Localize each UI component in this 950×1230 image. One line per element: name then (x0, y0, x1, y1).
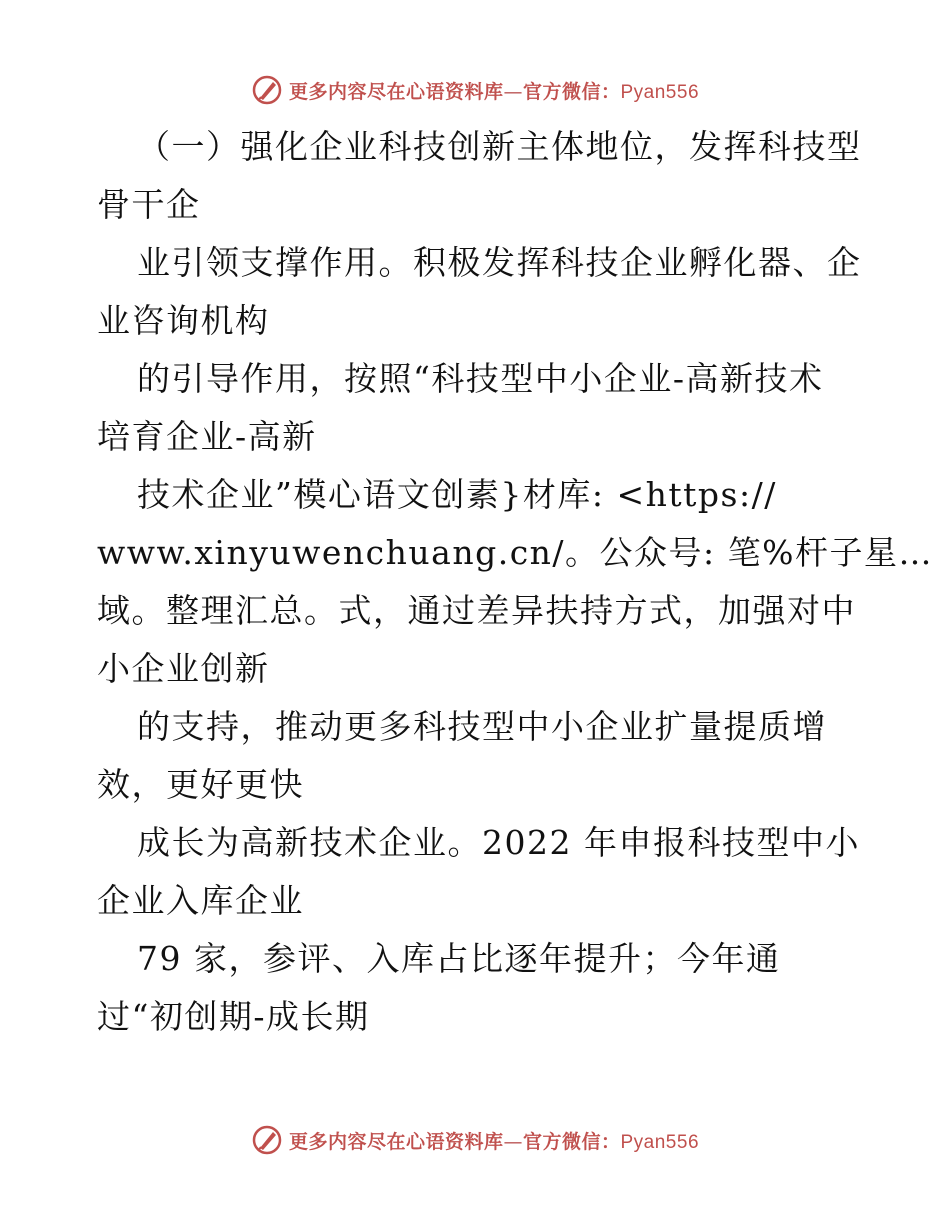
header-watermark (0, 70, 950, 110)
text-line: 业引领支撑作用。积极发挥科技企业孵化器、企 (137, 243, 862, 282)
text-line: 域。整理汇总。式，通过差异扶持方式，加强对中 (97, 591, 856, 630)
text-line: 效，更好更快 (97, 765, 304, 804)
quill-pen-logo-icon (251, 74, 283, 106)
body-text (97, 118, 934, 1046)
text-line: 成长为高新技术企业。2022 年申报科技型中小 (137, 823, 860, 862)
watermark-library-text: 更多内容尽在心语资料库 (288, 1130, 504, 1153)
text-line: 79 家，参评、入库占比逐年提升；今年通 (137, 939, 781, 978)
watermark-official-text: 官方微信： (522, 80, 621, 103)
quill-pen-logo-icon (251, 1124, 283, 1156)
watermark-official-text: 官方微信： (522, 1130, 621, 1153)
text-line: 技术企业”模心语文创素}材库: <https:// (137, 475, 777, 514)
text-line: 骨干企 (97, 185, 201, 224)
text-line: 业咨询机构 (97, 301, 270, 340)
watermark-dash: — (503, 1130, 523, 1153)
text-line: www.xinyuwenchuang.cn/。公众号: 笔%杆子星… (97, 533, 934, 572)
text-line: 的引导作用，按照“科技型中小企业-高新技术 (137, 359, 824, 398)
text-line: （一）强化企业科技创新主体地位，发挥科技型 (137, 127, 862, 166)
watermark-wechat-id: Pyan556 (620, 81, 700, 103)
watermark-dash: — (503, 80, 523, 103)
text-line: 过“初创期-成长期 (97, 997, 370, 1036)
watermark-library-text: 更多内容尽在心语资料库 (288, 80, 504, 103)
text-line: 的支持，推动更多科技型中小企业扩量提质增 (137, 707, 827, 746)
watermark-wechat-id: Pyan556 (620, 1131, 700, 1153)
footer-watermark (0, 1120, 950, 1160)
text-line: 小企业创新 (97, 649, 270, 688)
text-line: 企业入库企业 (97, 881, 304, 920)
text-line: 培育企业-高新 (97, 417, 317, 456)
